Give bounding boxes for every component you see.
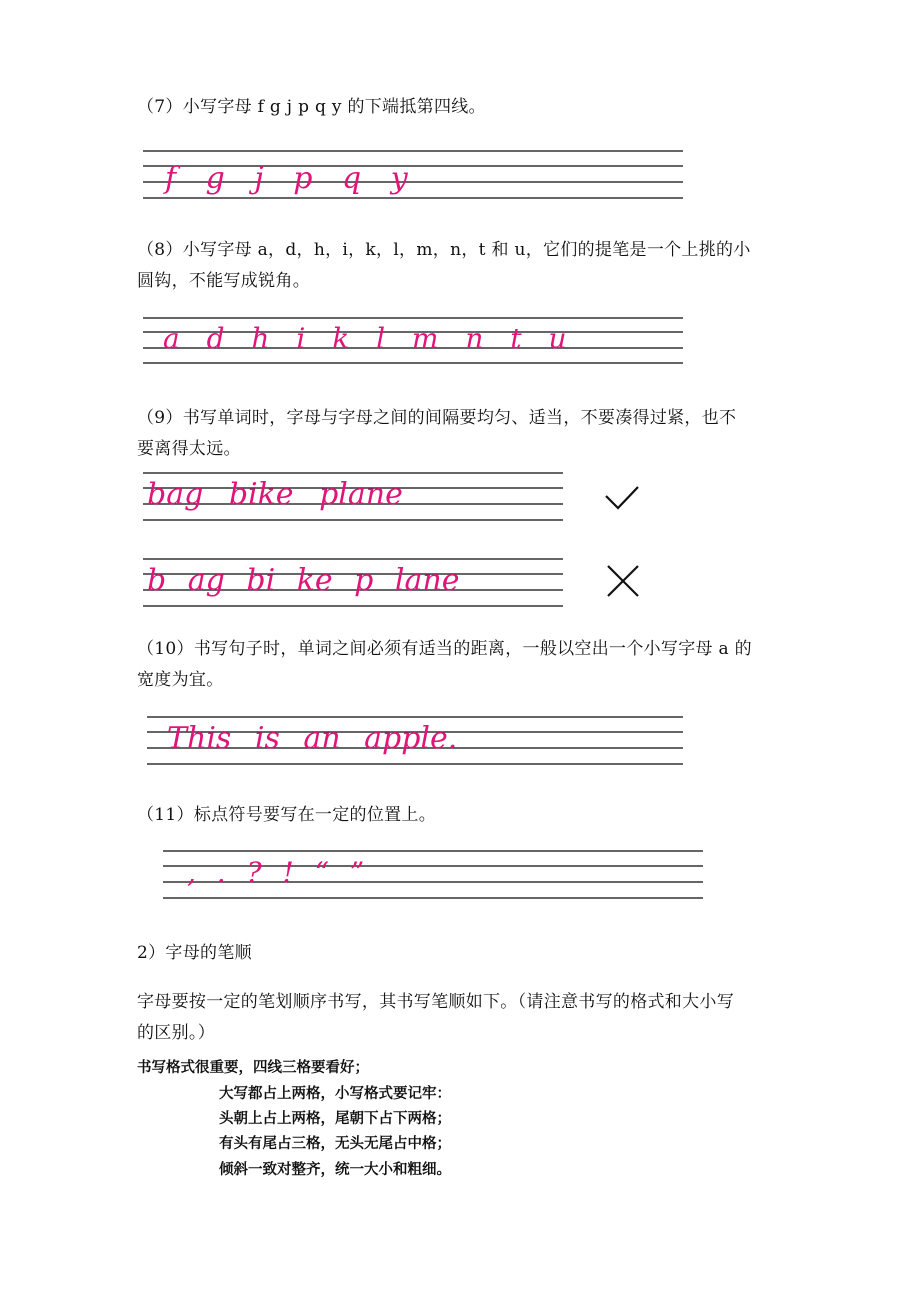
handwriting-example-10: This is an apple. — [167, 721, 458, 756]
section-10-line2: 宽度为宜。 — [137, 670, 224, 690]
section-7-text: （7）小写字母 f g j p q y 的下端抵第四线。 — [137, 97, 486, 117]
rhyme-line-3: 头朝上占上两格，尾朝下占下两格； — [219, 1111, 451, 1127]
handwriting-example-9-wrong: b ag bi ke p lane — [147, 563, 460, 598]
four-line-strip-8 — [143, 315, 683, 370]
four-line-strip-10 — [147, 714, 683, 769]
stroke-order-line2: 的区别。） — [137, 1023, 215, 1043]
section-9-line1: （9）书写单词时，字母与字母之间的间隔要均匀、适当，不要凑得过紧，也不 — [137, 408, 737, 428]
check-mark-icon — [604, 484, 640, 516]
section-8-line1: （8）小写字母 a，d，h，i，k，l，m，n，t 和 u，它们的提笔是一个上挑的小 — [137, 240, 751, 260]
section-10-line1: （10）书写句子时，单词之间必须有适当的距离，一般以空出一个小写字母 a 的 — [137, 639, 752, 659]
stroke-order-line1: 字母要按一定的笔划顺序书写，其书写笔顺如下。（请注意书写的格式和大小写 — [137, 992, 734, 1012]
four-line-strip-7 — [143, 148, 683, 206]
handwriting-example-8: a d h i k l m n t u — [163, 322, 576, 355]
rhyme-line-4: 有头有尾占三格，无头无尾占中格； — [219, 1136, 451, 1152]
stroke-order-heading: 2）字母的笔顺 — [137, 943, 252, 963]
handwriting-example-11: , . ? ! “ ” — [187, 856, 365, 889]
handwriting-example-9-correct: bag bike plane — [147, 477, 403, 512]
section-11-text: （11）标点符号要写在一定的位置上。 — [137, 805, 437, 825]
handwriting-example-7: f g j p q y — [165, 161, 418, 196]
rhyme-line-2: 大写都占上两格，小写格式要记牢： — [219, 1086, 451, 1102]
four-line-strip-9-correct — [143, 470, 563, 525]
section-8-line2: 圆钩，不能写成锐角。 — [137, 271, 310, 291]
four-line-strip-9-wrong — [143, 556, 563, 611]
cross-mark-icon — [606, 564, 640, 602]
rhyme-line-1: 书写格式很重要，四线三格要看好； — [137, 1060, 369, 1076]
rhyme-line-5: 倾斜一致对整齐，统一大小和粗细。 — [219, 1162, 451, 1178]
section-9-line2: 要离得太远。 — [137, 439, 241, 459]
four-line-strip-11 — [163, 848, 703, 903]
